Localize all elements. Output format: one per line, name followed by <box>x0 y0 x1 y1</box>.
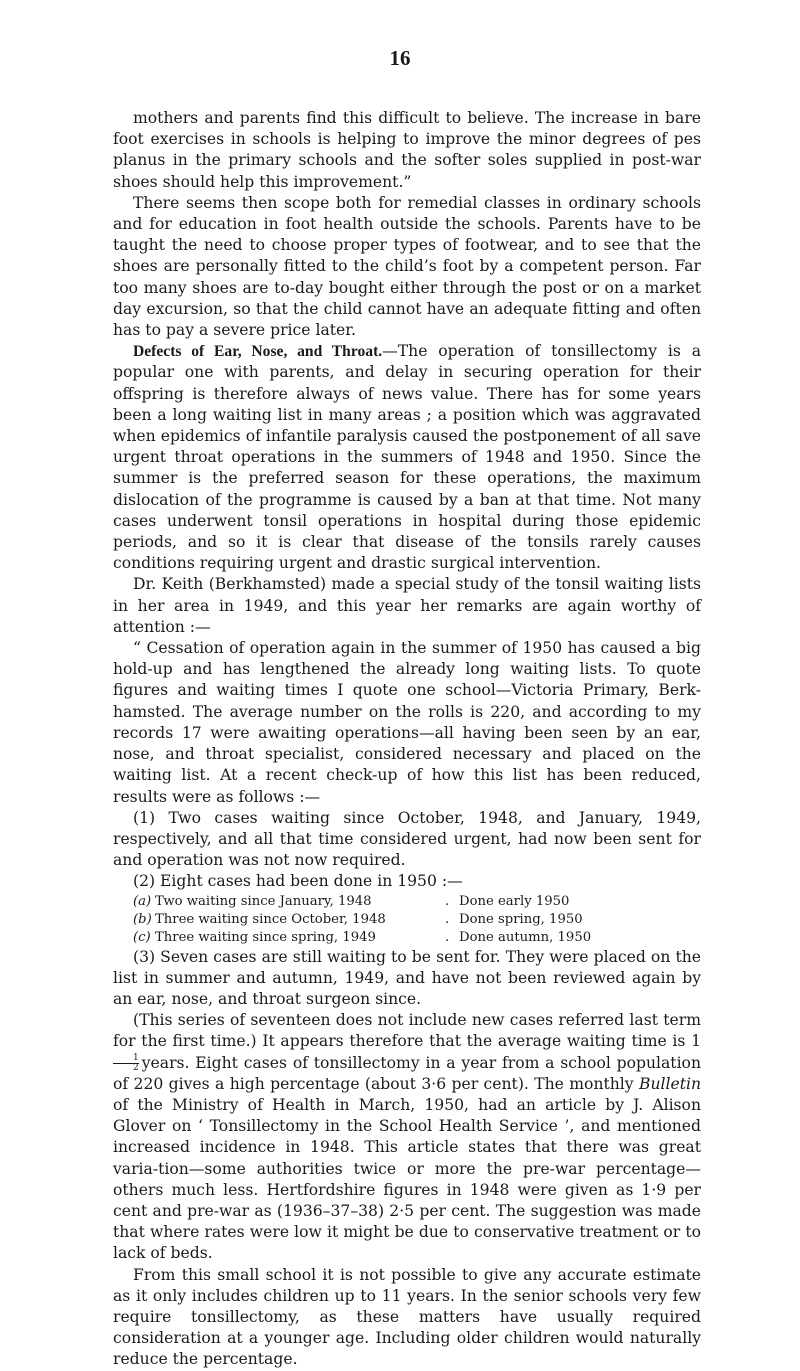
sub-item-letter: (a) <box>133 893 152 909</box>
section-heading: Defects of Ear, Nose, and Throat. <box>133 343 383 361</box>
paragraph-2: There seems then scope both for remedial classes in ordinary schools and for education in foot health outside the schools. Parents have to be taught the need to choose proper types of footwear, and to see that the shoes are personally fitted to the child’s foot by a competent person. Far too many shoes are to-day bought either through the post or on a market day excursion, so that the child cannot have an adequate fitting and often has to pay a severe price later. <box>113 193 701 340</box>
sub-item <box>133 893 701 911</box>
sub-item-waiting: Three waiting since spring, 1949 <box>155 929 376 945</box>
leader-dot: . <box>445 911 450 927</box>
sub-item-letter: (b) <box>133 911 152 927</box>
paragraph-6-part-c: of the Ministry of Health in March, 1950, had an article by J. Alison Glover on ‘ Tonsillectomy in the School Health Service ’, and mentioned increased incidence in 1948. This article states that there was great varia-tion—some authorities twice or more the pre-war percentage—others much less. Hertfordshire figures in 1948 were given as 1·9 per cent and pre-war as (1936–37–38) 2·5 per cent. The suggestion was made that where rates were low it might be due to conservative treatment or to lack of beds. <box>113 1095 701 1263</box>
leader-dot: . <box>445 929 450 945</box>
sub-item <box>133 929 701 947</box>
sub-item-waiting: Three waiting since October, 1948 <box>155 911 386 927</box>
sub-item-done: Done spring, 1950 <box>459 911 583 927</box>
sub-item <box>133 911 701 929</box>
paragraph-4: Dr. Keith (Berkhamsted) made a special study of the tonsil waiting lists in her area in 1949, and this year her remarks are again worthy of attention :— <box>113 575 701 636</box>
paragraph-7: From this small school it is not possible to give any accurate estimate as it only includes children up to 11 years. In the senior schools very few require tonsillectomy, as these matters have usually required consideration at a younger age. Including older children would naturally reduce the percentage. <box>113 1265 701 1369</box>
page-number: 16 <box>389 46 411 70</box>
list-item-2: (2) Eight cases had been done in 1950 :— <box>133 872 463 891</box>
paragraph-6-part-a: (This series of seventeen does not include new cases referred last term for the first time.) It appears therefore that the average waiting time is 1 <box>113 1011 701 1051</box>
list-item-1: (1) Two cases waiting since October, 1948, and January, 1949, respectively, and all that time considered urgent, had now been sent for and operation was not now required. <box>113 808 701 870</box>
paragraph-3-body: —The operation of tonsillectomy is a popular one with parents, and delay in securing operation for their offspring is therefore always of news value. There has for some years been a long waiting list in many areas ; a position which was aggravated when epidemics of infantile paralysis caused the postponement of all save urgent throat operations in the summers of 1948 and 1950. Since the summer is the preferred season for these operations, the maximum dislocation of the programme is caused by a ban at that time. Not many cases underwent tonsil operations in hospital during those epidemic periods, and so it is clear that disease of the tonsils rarely causes conditions requiring urgent and drastic surgical intervention. <box>113 342 701 573</box>
sub-item-done: Done autumn, 1950 <box>459 929 592 945</box>
quote-paragraph: “ Cessation of operation again in the summer of 1950 has caused a big hold-up and has lengthened the already long waiting lists. To quote figures and waiting times I quote one school—Victoria Primary, Berk-hamsted. The average number on the rolls is 220, and according to my records 17 were awaiting operations—all having been seen by an ear, nose, and throat specialist, considered necessary and placed on the waiting list. At a recent check-up of how this list has been reduced, results were as follows :— <box>113 639 701 806</box>
paragraph-6-part-b: years. Eight cases of tonsillectomy in a year from a school population of 220 gives a high percentage (about 3·6 per cent). The monthly <box>113 1053 701 1093</box>
document-body <box>113 108 701 1371</box>
leader-dot: . <box>445 893 450 909</box>
sub-item-done: Done early 1950 <box>459 893 570 909</box>
fraction-denominator: 2 <box>133 1063 139 1074</box>
sub-item-letter: (c) <box>133 929 151 945</box>
sub-item-waiting: Two waiting since January, 1948 <box>155 893 372 909</box>
sub-list <box>113 893 701 947</box>
paragraph-1: mothers and parents find this difficult to believe. The increase in bare foot exercises in schools is helping to improve the minor degrees of pes planus in the primary schools and the softer soles supplied in post-war shoes should help this improvement.” <box>113 109 701 191</box>
paragraph-6 <box>113 1010 701 1264</box>
fraction-numerator: 1 <box>113 1054 139 1064</box>
fraction-one-half <box>113 1054 139 1073</box>
list-item-3: (3) Seven cases are still waiting to be sent for. They were placed on the list in summer and autumn, 1949, and have not been reviewed again by an ear, nose, and throat surgeon since. <box>113 947 701 1008</box>
bulletin-title: Bulletin <box>638 1074 701 1093</box>
paragraph-3 <box>113 341 701 574</box>
